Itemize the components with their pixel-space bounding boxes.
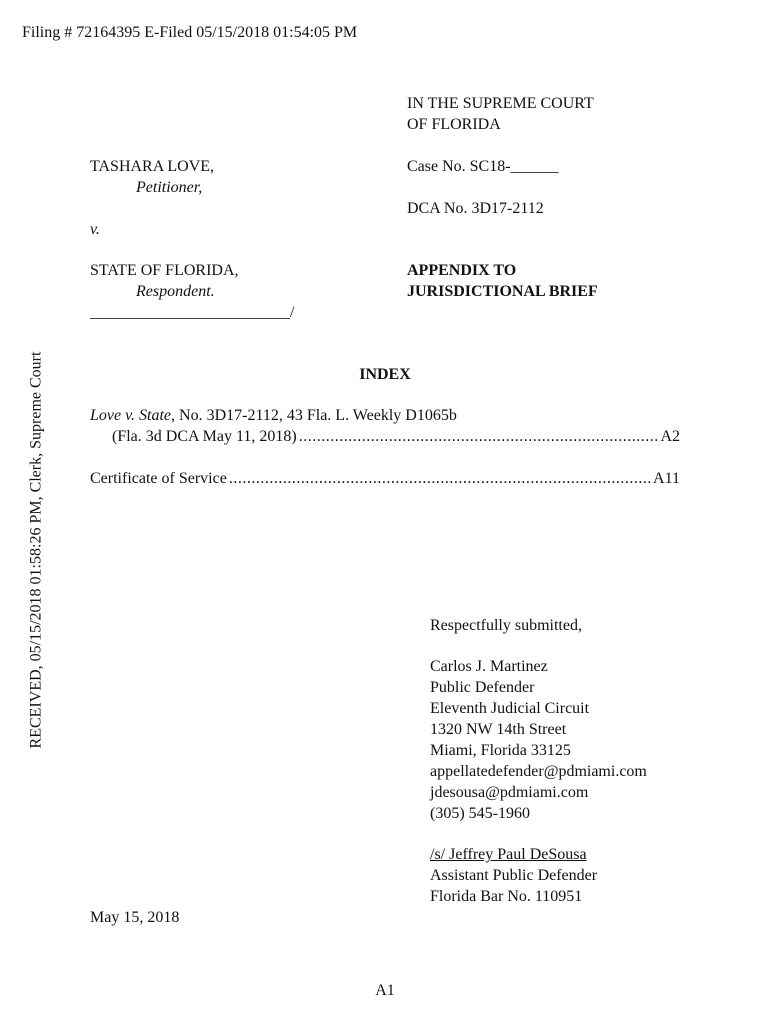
index-court-date: (Fla. 3d DCA May 11, 2018) xyxy=(112,428,297,445)
signature-line: Eleventh Judicial Circuit xyxy=(430,700,590,717)
court-name-line1: IN THE SUPREME COURT xyxy=(407,95,594,112)
filing-header: Filing # 72164395 E-Filed 05/15/2018 01:54:05 PM xyxy=(22,24,358,41)
index-page: A2 xyxy=(660,428,680,445)
index-heading: INDEX xyxy=(359,366,411,383)
respondent-role: Respondent. xyxy=(136,283,215,300)
index-entry-line xyxy=(90,468,680,489)
signature-block xyxy=(430,656,647,824)
index-case-name: Love v. State xyxy=(90,407,172,424)
signer-title: Assistant Public Defender xyxy=(430,867,598,884)
court-name-line2: OF FLORIDA xyxy=(407,116,501,133)
document-date: May 15, 2018 xyxy=(90,909,180,926)
index-entry-text: Certificate of Service xyxy=(90,470,227,487)
index-citation: , No. 3D17-2112, 43 Fla. L. Weekly D1065b xyxy=(171,407,457,424)
closing: Respectfully submitted, xyxy=(430,617,582,634)
electronic-signature: /s/ Jeffrey Paul DeSousa xyxy=(430,846,587,863)
index-entry-line2 xyxy=(90,426,680,447)
signature-line: 1320 NW 14th Street xyxy=(430,721,567,738)
page-number: A1 xyxy=(375,982,395,999)
dca-number: DCA No. 3D17-2112 xyxy=(407,200,544,217)
index-entry xyxy=(90,468,680,489)
signature-line: Miami, Florida 33125 xyxy=(430,742,571,759)
signature-line: Public Defender xyxy=(430,679,535,696)
document-title-line2: JURISDICTIONAL BRIEF xyxy=(407,283,598,300)
petitioner-name: TASHARA LOVE, xyxy=(90,158,215,175)
case-number: Case No. SC18-______ xyxy=(407,158,559,175)
index-entry xyxy=(90,405,680,447)
signature-line: (305) 545-1960 xyxy=(430,805,530,822)
petitioner-role: Petitioner, xyxy=(136,179,203,196)
leader-dots xyxy=(299,426,659,447)
received-stamp: RECEIVED, 05/15/2018 01:58:26 PM, Clerk, Supreme Court xyxy=(27,351,45,749)
bar-number: Florida Bar No. 110951 xyxy=(430,888,583,905)
caption-rule: _________________________/ xyxy=(90,304,295,321)
signature-line: Carlos J. Martinez xyxy=(430,658,548,675)
index-page: A11 xyxy=(653,470,680,487)
signature-line: jdesousa@pdmiami.com xyxy=(430,784,589,801)
respondent-name: STATE OF FLORIDA, xyxy=(90,262,239,279)
document-title-line1: APPENDIX TO xyxy=(407,262,517,279)
versus: v. xyxy=(90,221,100,238)
signature-line: appellatedefender@pdmiami.com xyxy=(430,763,647,780)
index-entry-line1 xyxy=(90,405,680,426)
leader-dots xyxy=(229,468,651,489)
